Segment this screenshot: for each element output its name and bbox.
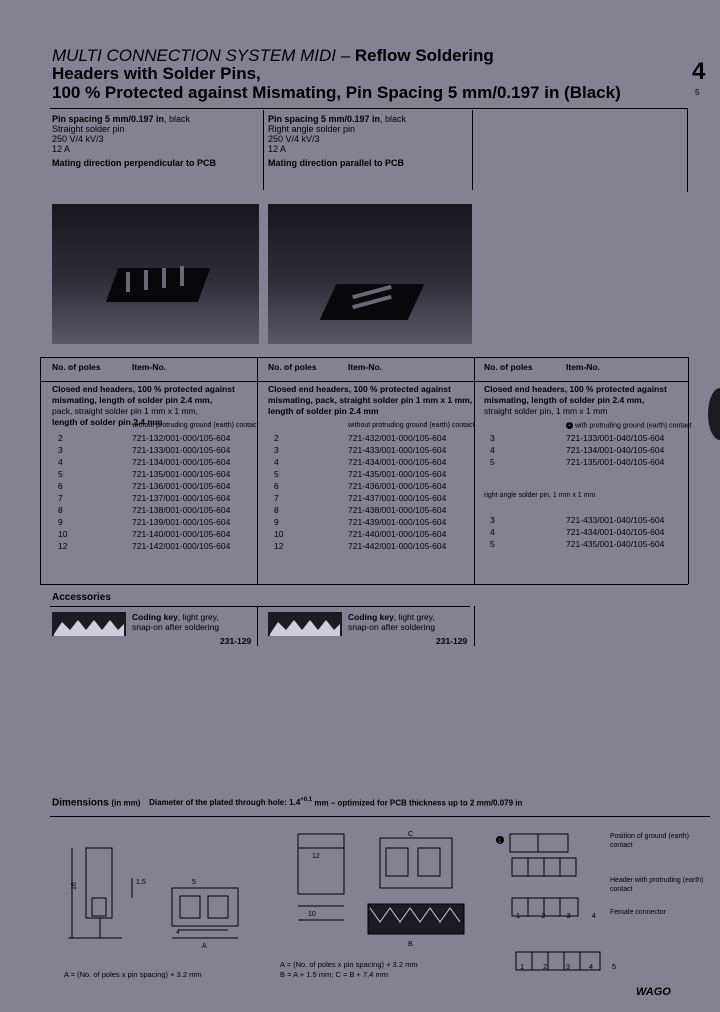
table-header-rule	[40, 381, 688, 382]
header-right-rule	[687, 108, 688, 192]
wago-logo: WAGO	[636, 986, 671, 998]
poles-cell: 8	[58, 505, 63, 515]
poles-cell: 12	[58, 541, 68, 551]
page-edge-mark	[708, 388, 720, 440]
item-number-cell: 721-442/001-000/105-604	[348, 541, 447, 551]
poles-cell: 6	[274, 481, 279, 491]
item-number-cell: 721-433/001-040/105-604	[566, 515, 665, 525]
item-number-cell: 721-136/001-000/105-604	[132, 481, 231, 491]
table-row	[268, 504, 446, 516]
table-row	[268, 444, 446, 456]
poles-cell: 10	[274, 529, 284, 539]
legend-header: Header with protruding (earth) contact	[610, 877, 704, 893]
header-body-shape	[106, 268, 210, 302]
formula-1: A = (No. of poles x pin spacing) + 3.2 mm	[64, 970, 202, 979]
table-bottom-rule	[40, 584, 688, 585]
table-row	[52, 480, 230, 492]
table-row	[52, 468, 230, 480]
accessories-right-rule	[474, 606, 475, 646]
pin-numbers-b: 1 2 3 4 5	[520, 962, 616, 971]
poles-cell: 5	[490, 457, 495, 467]
item-number-cell: 721-137/001-000/105-604	[132, 493, 231, 503]
formula-3: B = A + 1.5 mm; C = B + 7.4 mm	[280, 970, 388, 979]
svg-text:16: 16	[71, 882, 78, 890]
table-row	[268, 528, 446, 540]
item-table-3b	[484, 514, 664, 550]
table-row	[268, 456, 446, 468]
svg-text:12: 12	[312, 853, 320, 860]
svg-text:B: B	[408, 941, 413, 948]
poles-cell: 5	[490, 539, 495, 549]
item-number-cell: 721-133/001-000/105-604	[132, 445, 231, 455]
table-row	[484, 444, 664, 456]
section-desc-3: Closed end headers, 100 % protected against mismating, length of solder pin 2.4 mm, straight solder pin, 1 mm x 1 mm	[484, 384, 667, 416]
col-poles-header-2: No. of poles	[268, 362, 317, 372]
drawing-right-angle-header	[268, 828, 468, 958]
poles-cell: 9	[58, 517, 63, 527]
item-number-cell: 721-440/001-000/105-604	[348, 529, 447, 539]
drawing-pin-assignment	[490, 828, 610, 978]
poles-cell: 7	[58, 493, 63, 503]
poles-cell: 3	[490, 433, 495, 443]
item-table-3	[484, 432, 664, 468]
accessories-divider	[257, 606, 258, 646]
pin-numbers-a: 1 2 3 4	[516, 911, 596, 920]
dim-label: 1.5	[136, 879, 146, 886]
col-item-header-2: Item-No.	[348, 362, 382, 372]
table-right-rule	[688, 357, 689, 584]
table-row	[52, 516, 230, 528]
poles-cell: 5	[274, 469, 279, 479]
table-row	[268, 480, 446, 492]
spec-divider-1	[263, 110, 264, 190]
ground-marker-icon: 1	[567, 422, 572, 428]
poles-cell: 5	[58, 469, 63, 479]
product-spec-2: Pin spacing 5 mm/0.197 in, black Right angle solder pin 250 V/4 kV/3 12 A Mating direction parallel to PCB	[268, 114, 407, 168]
table-row	[52, 540, 230, 552]
item-number-cell: 721-432/001-000/105-604	[348, 433, 447, 443]
subhead-2: without protruding ground (earth) contact	[348, 422, 475, 429]
col-item-header-3: Item-No.	[566, 362, 600, 372]
table-row	[484, 432, 664, 444]
item-number-cell: 721-140/001-000/105-604	[132, 529, 231, 539]
item-number-cell: 721-132/001-000/105-604	[132, 433, 231, 443]
poles-cell: 8	[274, 505, 279, 515]
table-row	[52, 432, 230, 444]
poles-cell: 12	[274, 541, 284, 551]
coding-key-image-2	[268, 612, 342, 636]
coding-key-image-1	[52, 612, 126, 636]
table-left-rule	[40, 357, 41, 584]
header-rule	[50, 108, 687, 109]
table-row	[484, 538, 664, 550]
poles-cell: 7	[274, 493, 279, 503]
accessories-title: Accessories	[52, 592, 111, 603]
section-desc-1: Closed end headers, 100 % protected against mismating, length of solder pin 2.4 mm, pack, straight solder pin 1 mm x 1 mm, length of solder pin 2.4 mm	[52, 384, 235, 427]
page-title-line1: MULTI CONNECTION SYSTEM MIDI – Reflow Soldering	[52, 46, 494, 65]
table-row	[484, 526, 664, 538]
poles-cell: 9	[274, 517, 279, 527]
svg-text:10: 10	[308, 911, 316, 918]
product-photo-straight	[52, 204, 259, 344]
item-number-cell: 721-135/001-000/105-604	[132, 469, 231, 479]
page-number: 5	[695, 88, 700, 97]
item-number-cell: 721-439/001-000/105-604	[348, 517, 447, 527]
subhead-3: 1 with protruding ground (earth) contact	[567, 422, 692, 430]
table-row	[268, 516, 446, 528]
subhead-1: without protruding ground (earth) contact	[132, 422, 259, 429]
table-row	[268, 468, 446, 480]
legend-ground: Position of ground (earth) contact	[610, 833, 689, 849]
item-number-cell: 721-133/001-040/105-604	[566, 433, 665, 443]
coding-key-item-2: 231-129	[436, 636, 468, 646]
product-spec-1: Pin spacing 5 mm/0.197 in, black Straight solder pin 250 V/4 kV/3 12 A Mating direction perpendicular to PCB	[52, 114, 217, 168]
table-row	[52, 528, 230, 540]
col-poles-header-3: No. of poles	[484, 362, 533, 372]
table-row	[52, 504, 230, 516]
poles-cell: 4	[490, 527, 495, 537]
poles-cell: 3	[274, 445, 279, 455]
dimensions-rule	[50, 816, 710, 817]
svg-text:5: 5	[192, 879, 196, 886]
item-number-cell: 721-437/001-000/105-604	[348, 493, 447, 503]
item-number-cell: 721-436/001-000/105-604	[348, 481, 447, 491]
formula-2: A = (No. of poles x pin spacing) + 3.2 mm	[280, 960, 418, 969]
poles-cell: 10	[58, 529, 68, 539]
coding-key-label-1: Coding key, light grey, snap-on after soldering	[132, 612, 219, 632]
poles-cell: 2	[274, 433, 279, 443]
page-title-line3: 100 % Protected against Mismating, Pin Spacing 5 mm/0.197 in (Black)	[52, 83, 621, 102]
table-row	[52, 456, 230, 468]
legend-female: Female connector	[610, 909, 667, 916]
col-item-header-1: Item-No.	[132, 362, 166, 372]
svg-text:1: 1	[498, 839, 502, 845]
poles-cell: 3	[58, 445, 63, 455]
table-row	[484, 456, 664, 468]
page-title-line2: Headers with Solder Pins,	[52, 64, 261, 83]
table-row	[52, 444, 230, 456]
section-desc-2: Closed end headers, 100 % protected against mismating, pack, straight solder pin 1 mm x 1 mm, length of solder pin 2.4 mm	[268, 384, 473, 416]
table-row	[268, 492, 446, 504]
svg-text:A: A	[202, 943, 207, 950]
coding-key-item-1: 231-129	[220, 636, 252, 646]
drawing-straight-header	[52, 828, 252, 968]
spec-divider-2	[472, 110, 473, 190]
poles-cell: 4	[490, 445, 495, 455]
accessories-rule	[50, 606, 470, 607]
item-number-cell: 721-438/001-000/105-604	[348, 505, 447, 515]
product-photo-right-angle	[268, 204, 472, 344]
poles-cell: 2	[58, 433, 63, 443]
item-number-cell: 721-138/001-000/105-604	[132, 505, 231, 515]
col-poles-header-1: No. of poles	[52, 362, 101, 372]
poles-cell: 4	[274, 457, 279, 467]
dimensions-title: Dimensions (in mm) Diameter of the plated through hole: $1.4^{+0.1}$ mm – optimized for PCB thickness up to 2 mm/0.079 in	[52, 797, 523, 809]
item-number-cell: 721-434/001-040/105-604	[566, 527, 665, 537]
item-number-cell: 721-435/001-000/105-604	[348, 469, 447, 479]
item-number-cell: 721-435/001-040/105-604	[566, 539, 665, 549]
item-number-cell: 721-139/001-000/105-604	[132, 517, 231, 527]
poles-cell: 3	[490, 515, 495, 525]
item-number-cell: 721-135/001-040/105-604	[566, 457, 665, 467]
item-table-1	[52, 432, 230, 552]
table-row	[52, 492, 230, 504]
svg-text:4: 4	[176, 929, 180, 936]
table-row	[484, 514, 664, 526]
poles-cell: 6	[58, 481, 63, 491]
item-number-cell: 721-433/001-000/105-604	[348, 445, 447, 455]
item-table-2	[268, 432, 446, 552]
item-number-cell: 721-134/001-040/105-604	[566, 445, 665, 455]
table-col-rule-2	[474, 357, 475, 584]
svg-text:C: C	[408, 831, 414, 838]
item-number-cell: 721-142/001-000/105-604	[132, 541, 231, 551]
coding-key-label-2: Coding key, light grey, snap-on after soldering	[348, 612, 435, 632]
table-row	[268, 540, 446, 552]
poles-cell: 4	[58, 457, 63, 467]
item-number-cell: 721-134/001-000/105-604	[132, 457, 231, 467]
chapter-number: 4	[692, 58, 706, 85]
table-col-rule-1	[257, 357, 258, 584]
table-top-rule	[40, 357, 688, 358]
table-row	[268, 432, 446, 444]
subhead-3b: right angle solder pin, 1 mm x 1 mm	[484, 492, 596, 499]
item-number-cell: 721-434/001-000/105-604	[348, 457, 447, 467]
